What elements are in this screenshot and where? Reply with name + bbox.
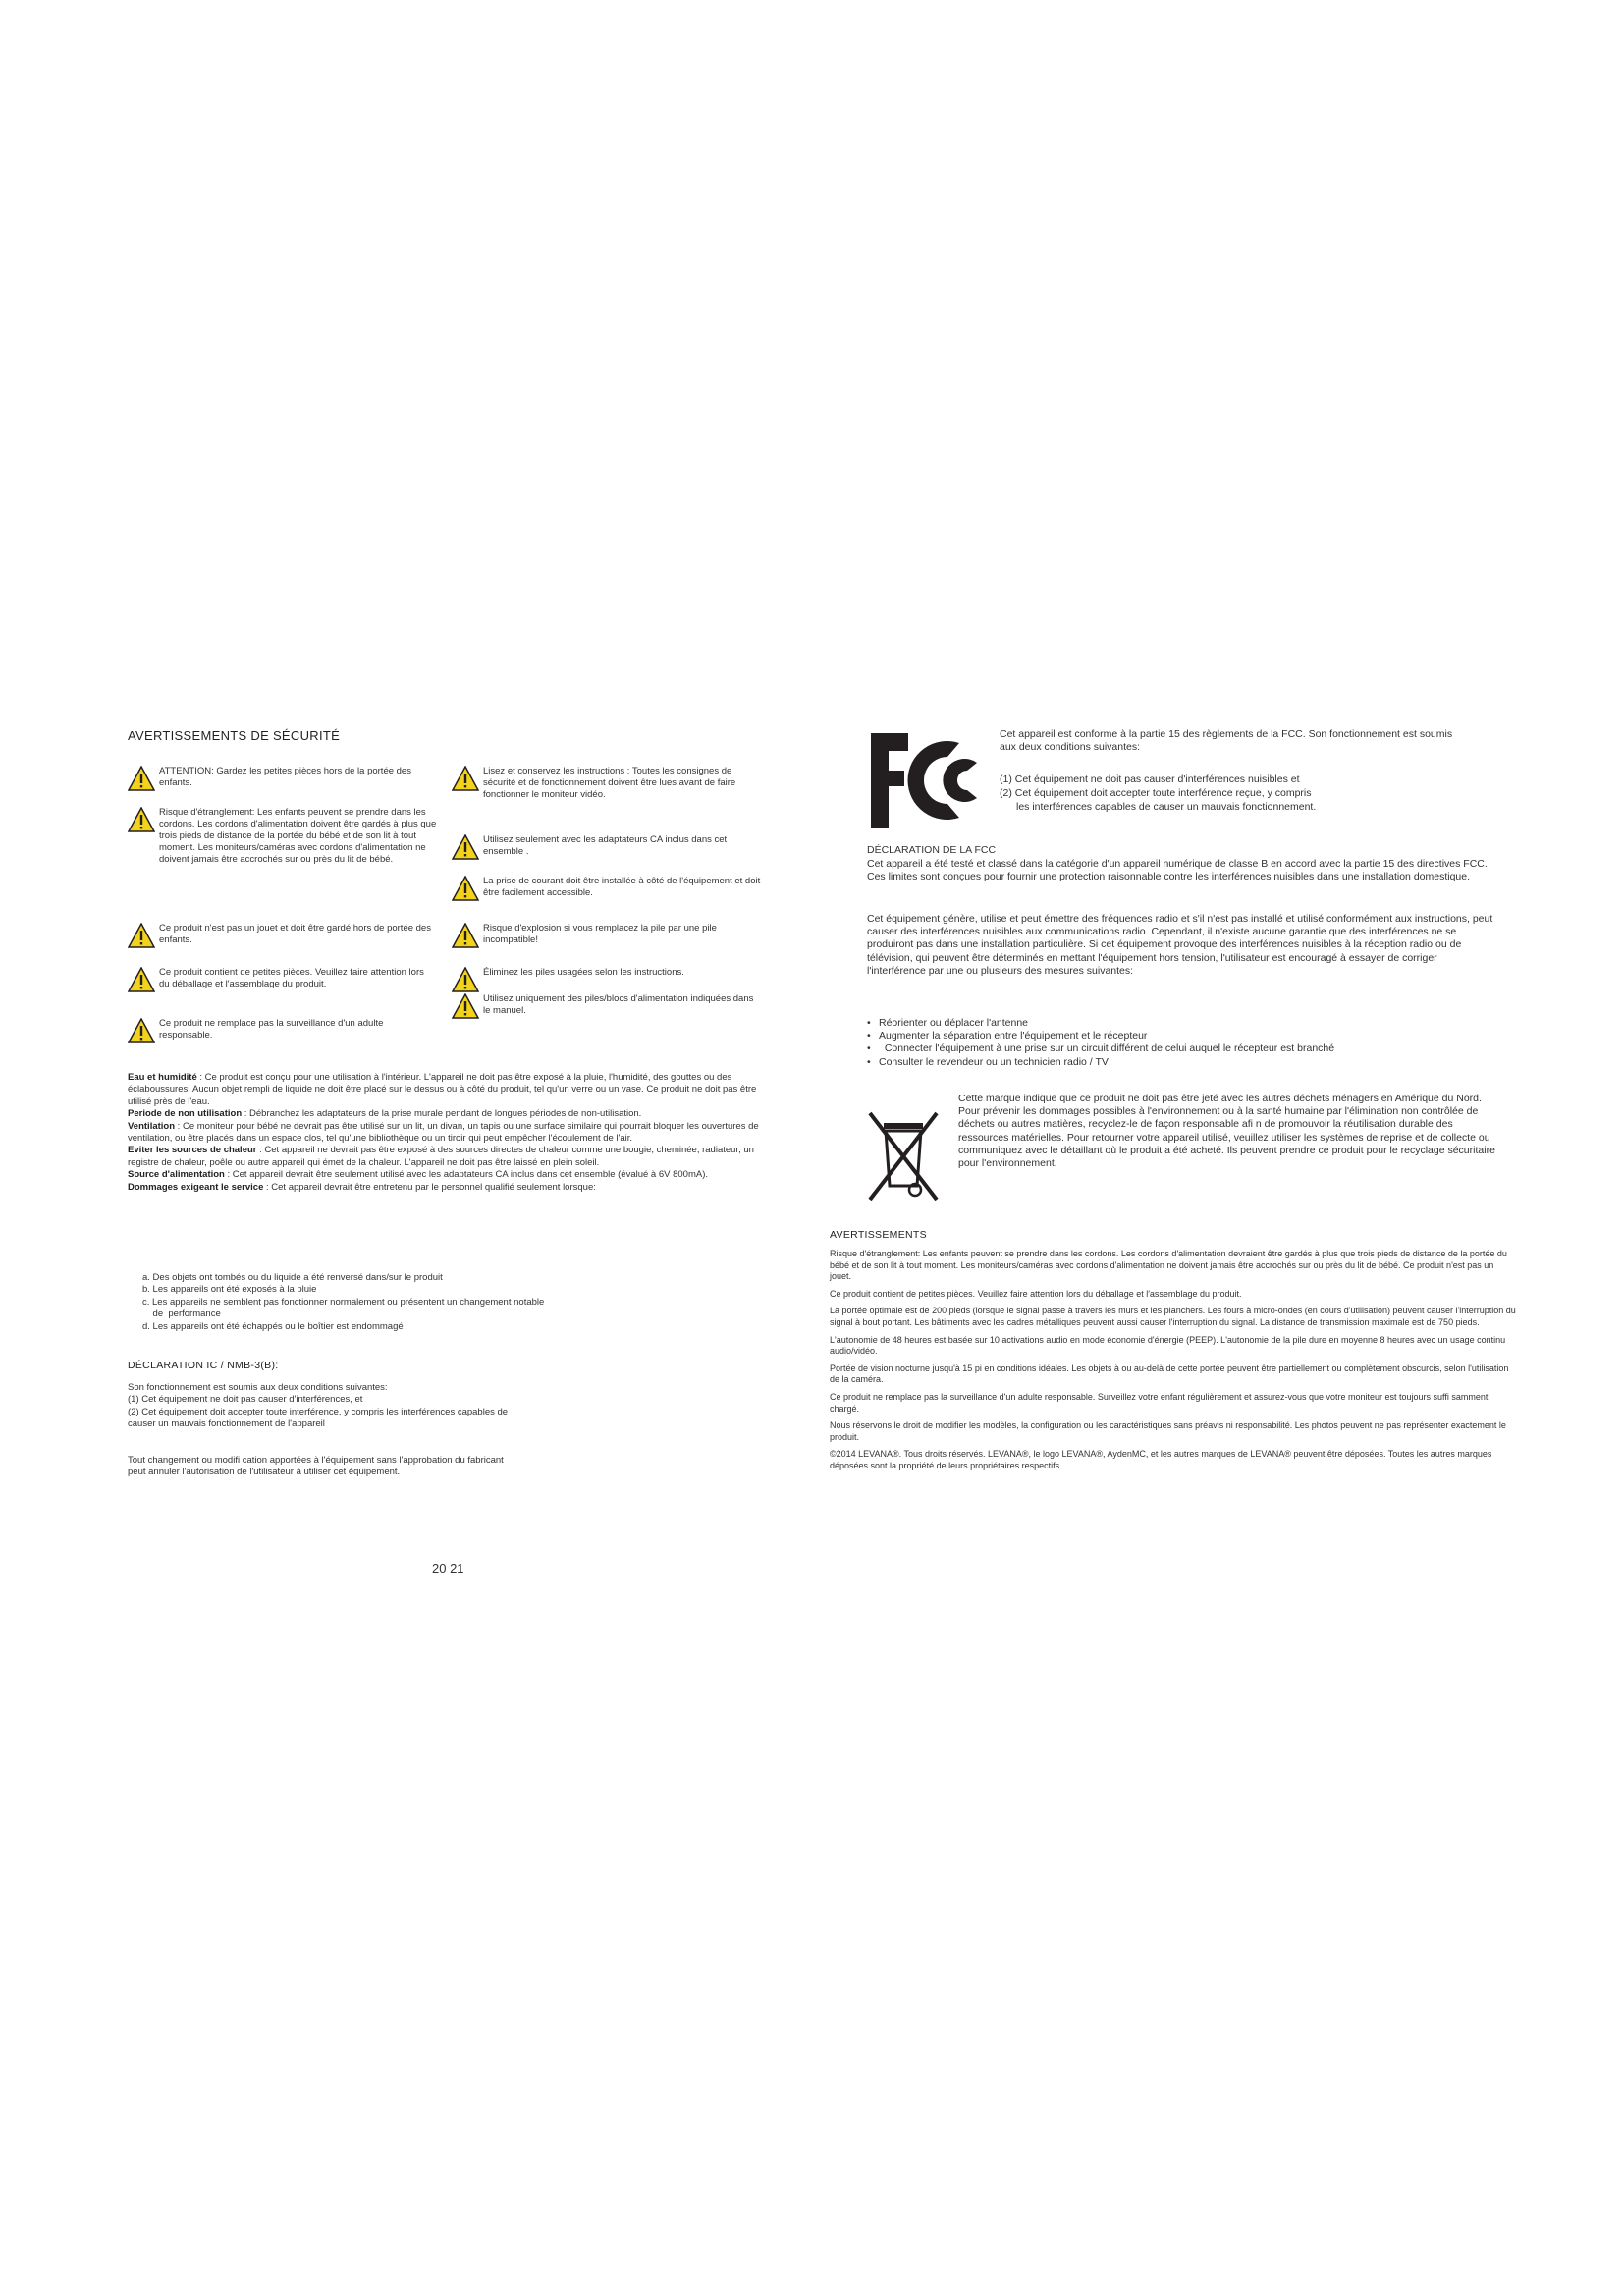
- fcc-measures-list: [867, 1017, 1495, 1069]
- periode-label: Periode de non utilisation: [128, 1108, 243, 1120]
- ic-lines: [128, 1382, 776, 1431]
- source-paragraph: [128, 1169, 776, 1181]
- list-item: de performance: [142, 1308, 221, 1320]
- warning-text: Risque d'explosion si vous remplacez la pile par une pile incompatible!: [483, 923, 717, 945]
- periode-text: : Débranchez les adaptateurs de la prise murale pendant de longues périodes de non-utilisation.: [242, 1108, 642, 1120]
- avert-paragraph: L'autonomie de 48 heures est basée sur 10 activations audio en mode économie d'énergie (PEEP). L'autonomie de la pile dure en moyenne 8 heures avec un usage continu audio/vidéo.: [830, 1334, 1506, 1357]
- warning-text: Ce produit contient de petites pièces. Veuillez faire attention lors du déballage et l'assemblage du produit.: [159, 967, 424, 989]
- eau-text: : Ce produit est conçu pour une utilisation à l'intérieur. L'appareil ne doit pas être exposé à la pluie, l'humidité, des gouttes ou des éclaboussures. Aucun objet rempli de liquide ne doit être placé sur le dessus ou à côté du produit, tel qu'un verre ou un vase. Ce produit ne doit pas être utilisé près de l'eau.: [128, 1072, 757, 1107]
- fcc-declaration-text-2: Cet équipement génère, utilise et peut émettre des fréquences radio et s'il n'est pas installé et utilisé conformément aux instructions, peut causer des interférences nuisibles aux communications radio. Cependant, il n'existe aucune garantie que des interférences ne se produiront pas dans une installation particulière. Si cet équipement provoque des interférences nuisibles à la réception radio ou de télévision, qui peuvent être déterminés en mettant l'équipement hors tension, l'utilisateur est encouragé à essayer de corriger l'interférence par une ou plusieurs des mesures suivantes:: [867, 913, 1493, 977]
- warning-triangle-icon: [128, 967, 155, 992]
- avert-paragraph: ©2014 LEVANA®. Tous droits réservés. LEVANA®, le logo LEVANA®, AydenMC, et les autres marques de LEVANA® peuvent être déposées. Toutes les autres marques déposées sont la propriété de leurs propriétaires respectifs.: [830, 1449, 1492, 1470]
- fcc-declaration-text: Cet appareil a été testé et classé dans la catégorie d'un appareil numérique de classe B en accord avec la partie 15 des directives FCC. Ces limites sont conçues pour fournir une protection raisonnable contre les interférences nuisibles dans une installation domestique.: [867, 858, 1488, 883]
- list-item: • Augmenter la séparation entre l'équipement et le récepteur: [867, 1030, 1495, 1042]
- avert-paragraph: Risque d'étranglement: Les enfants peuvent se prendre dans les cordons. Les cordons d'alimentation devraient être gardés à plus que trois pieds de distance de la portée du bébé et de son lit à tout moment. Les moniteurs/caméras avec cordons d'alimentation ne doivent jamais être accrochés sur ou près du lit de bébé. Ce produit n'est pas un jouet.: [830, 1249, 1507, 1282]
- warning-triangle-icon: [128, 923, 155, 948]
- warning-triangle-icon: [128, 807, 155, 832]
- chaleur-paragraph: [128, 1145, 776, 1169]
- modification-line: Tout changement ou modifi cation apportées à l'équipement sans l'approbation du fabricant: [128, 1455, 504, 1466]
- ventilation-paragraph: [128, 1121, 776, 1146]
- warning-text: Ce produit n'est pas un jouet et doit être gardé hors de portée des enfants.: [159, 923, 431, 945]
- warning-triangle-icon: [452, 876, 479, 901]
- ic-line: causer un mauvais fonctionnement de l'appareil: [128, 1418, 325, 1430]
- warning-text: La prise de courant doit être installée à côté de l'équipement et doit être facilement accessible.: [483, 876, 761, 898]
- dommages-paragraph: [128, 1182, 776, 1194]
- source-label: Source d'alimentation: [128, 1169, 225, 1181]
- list-item: • Connecter l'équipement à une prise sur un circuit différent de celui auquel le récepteur est branché: [867, 1042, 1495, 1055]
- avertissements-paragraphs: [830, 1249, 1517, 1472]
- list-item: • Consulter le revendeur ou un technicien radio / TV: [867, 1056, 1495, 1069]
- list-item: • Réorienter ou déplacer l'antenne: [867, 1017, 1495, 1030]
- warning-text: Utilisez seulement avec les adaptateurs CA inclus dans cet ensemble .: [483, 834, 728, 857]
- fcc-condition: (1) Cet équipement ne doit pas causer d'interférences nuisibles et: [1000, 774, 1300, 785]
- warning-text: Utilisez uniquement des piles/blocs d'alimentation indiquées dans le manuel.: [483, 993, 754, 1016]
- fcc-intro: Cet appareil est conforme à la partie 15 des règlements de la FCC. Son fonctionnement est soumis aux deux conditions suivantes:: [1000, 728, 1453, 754]
- warning-triangle-icon: [452, 993, 479, 1019]
- warning-grid: [128, 761, 766, 1055]
- avertissements-title: AVERTISSEMENTS: [830, 1229, 927, 1241]
- avert-paragraph: La portée optimale est de 200 pieds (lorsque le signal passe à travers les murs et les planchers. Les fours à micro-ondes (en cours d'utilisation) peuvent causer l'interruption du signal à bout portant. Les bâtiments avec les cadres métalliques peuvent aussi causer l'interruption du signal. La distance de transmission maximale est de 750 pieds.: [830, 1306, 1516, 1327]
- fcc-declaration-title: DÉCLARATION DE LA FCC: [867, 844, 997, 856]
- ventilation-label: Ventilation: [128, 1120, 176, 1132]
- warning-text: Risque d'étranglement: Les enfants peuvent se prendre dans les cordons. Les cordons d'alimentation doivent être gardés à plus que trois pieds de distance de la portée du bébé et de son lit à tout moment. Les moniteurs/caméras avec cordons d'alimentation ne doivent jamais être accrochés sur ou près du lit de bébé.: [159, 807, 437, 865]
- warning-text: Éliminez les piles usagées selon les instructions.: [483, 967, 684, 978]
- usage-paragraphs: [128, 1072, 776, 1194]
- warning-triangle-icon: [452, 834, 479, 860]
- ventilation-text: : Ce moniteur pour bébé ne devrait pas être utilisé sur un lit, un divan, un tapis ou une surface similaire qui pourrait bloquer les ouvertures de ventilation, ou être placés dans un espace clos, tel qu'une bibliothèque ou un tiroir qui peut empêcher l'écoulement de l'air.: [128, 1120, 759, 1145]
- periode-paragraph: [128, 1108, 776, 1120]
- ic-line: (2) Cet équipement doit accepter toute interférence, y compris les interférences capables de: [128, 1406, 509, 1417]
- warning-triangle-icon: [128, 1018, 155, 1043]
- eau-label: Eau et humidité: [128, 1072, 197, 1083]
- warning-triangle-icon: [452, 923, 479, 948]
- list-item: d. Les appareils ont été échappés ou le boîtier est endommagé: [142, 1320, 404, 1332]
- list-item: c. Les appareils ne semblent pas fonctionner normalement ou présentent un changement notable: [142, 1296, 545, 1308]
- ic-line: (1) Cet équipement ne doit pas causer d'interférences, et: [128, 1394, 363, 1406]
- chaleur-text: : Cet appareil ne devrait pas être exposé à des sources directes de chaleur comme une bougie, cheminée, radiateur, un registre de chaleur, poêle ou autre appareil qui émet de la chaleur. L'appareil ne doit pas être laissé en plein soleil.: [128, 1145, 754, 1168]
- eau-paragraph: [128, 1072, 776, 1108]
- avert-paragraph: Nous réservons le droit de modifier les modèles, la configuration ou les caractéristiques sans préavis ni responsabilité. Les photos peuvent ne pas représenter exactement le produit.: [830, 1420, 1506, 1442]
- modification-line: peut annuler l'autorisation de l'utilisateur à utiliser cet équipement.: [128, 1467, 401, 1478]
- page-numbers: 20 21: [432, 1561, 464, 1575]
- crossed-bin-icon: [864, 1107, 943, 1205]
- dommages-list: [142, 1272, 731, 1333]
- fcc-condition: les interférences capables de causer un mauvais fonctionnement.: [1016, 801, 1317, 813]
- avert-paragraph: Ce produit ne remplace pas la surveillance d'un adulte responsable. Surveillez votre enfant régulièrement et assurez-vous que votre moniteur est toujours suffi samment chargé.: [830, 1391, 1489, 1414]
- warning-text: ATTENTION: Gardez les petites pièces hors de la portée des enfants.: [159, 766, 411, 788]
- modification-notice: [128, 1455, 776, 1479]
- list-item: a. Des objets ont tombés ou du liquide a été renversé dans/sur le produit: [142, 1272, 443, 1283]
- avert-paragraph: Portée de vision nocturne jusqu'à 15 pi en conditions idéales. Les objets à ou au-delà de cette portée peuvent être partiellement ou complètement obscurcis, selon l'utilisation de la caméra.: [830, 1362, 1509, 1385]
- warning-text: Ce produit ne remplace pas la surveillance d'un adulte responsable.: [159, 1018, 384, 1041]
- avert-paragraph: Ce produit contient de petites pièces. Veuillez faire attention lors du déballage et l'assemblage du produit.: [830, 1288, 1242, 1299]
- warning-triangle-icon: [452, 766, 479, 791]
- dommages-label: Dommages exigeant le service: [128, 1181, 264, 1193]
- fcc-logo-icon: [869, 731, 989, 829]
- dommages-text: : Cet appareil devrait être entretenu par le personnel qualifié seulement lorsque:: [263, 1181, 596, 1193]
- weee-text: Cette marque indique que ce produit ne doit pas être jeté avec les autres déchets ménagers en Amérique du Nord. Pour prévenir les dommages possibles à l'environnement ou à la santé humaine par l'élimination non contrôlée de déchets ou autres matières, recyclez-le de façon responsable afi n de promouvoir la réutilisation durable des ressources matérielles. Pour retourner votre appareil utilisé, veuillez utiliser les systèmes de reprise et de collecte ou communiquez avec le détaillant où le produit a été acheté. Ils peuvent prendre ce produit pour le recyclage sécuritaire pour l'environnement.: [958, 1093, 1495, 1170]
- warning-triangle-icon: [128, 766, 155, 791]
- ic-title: DÉCLARATION IC / NMB-3(B):: [128, 1360, 279, 1371]
- warning-triangle-icon: [452, 967, 479, 992]
- warning-text: Lisez et conservez les instructions : Toutes les consignes de sécurité et de fonctionnement doivent être lues avant de faire fonctionner le moniteur vidéo.: [483, 766, 736, 800]
- chaleur-label: Eviter les sources de chaleur: [128, 1145, 257, 1156]
- source-text: : Cet appareil devrait être seulement utilisé avec les adaptateurs CA inclus dans cet ensemble (évalué à 6V 800mA).: [224, 1169, 709, 1181]
- ic-line: Son fonctionnement est soumis aux deux conditions suivantes:: [128, 1382, 388, 1393]
- list-item: b. Les appareils ont été exposés à la pluie: [142, 1284, 317, 1296]
- fcc-condition: (2) Cet équipement doit accepter toute interférence reçue, y compris: [1000, 787, 1312, 799]
- safety-title: AVERTISSEMENTS DE SÉCURITÉ: [128, 728, 341, 743]
